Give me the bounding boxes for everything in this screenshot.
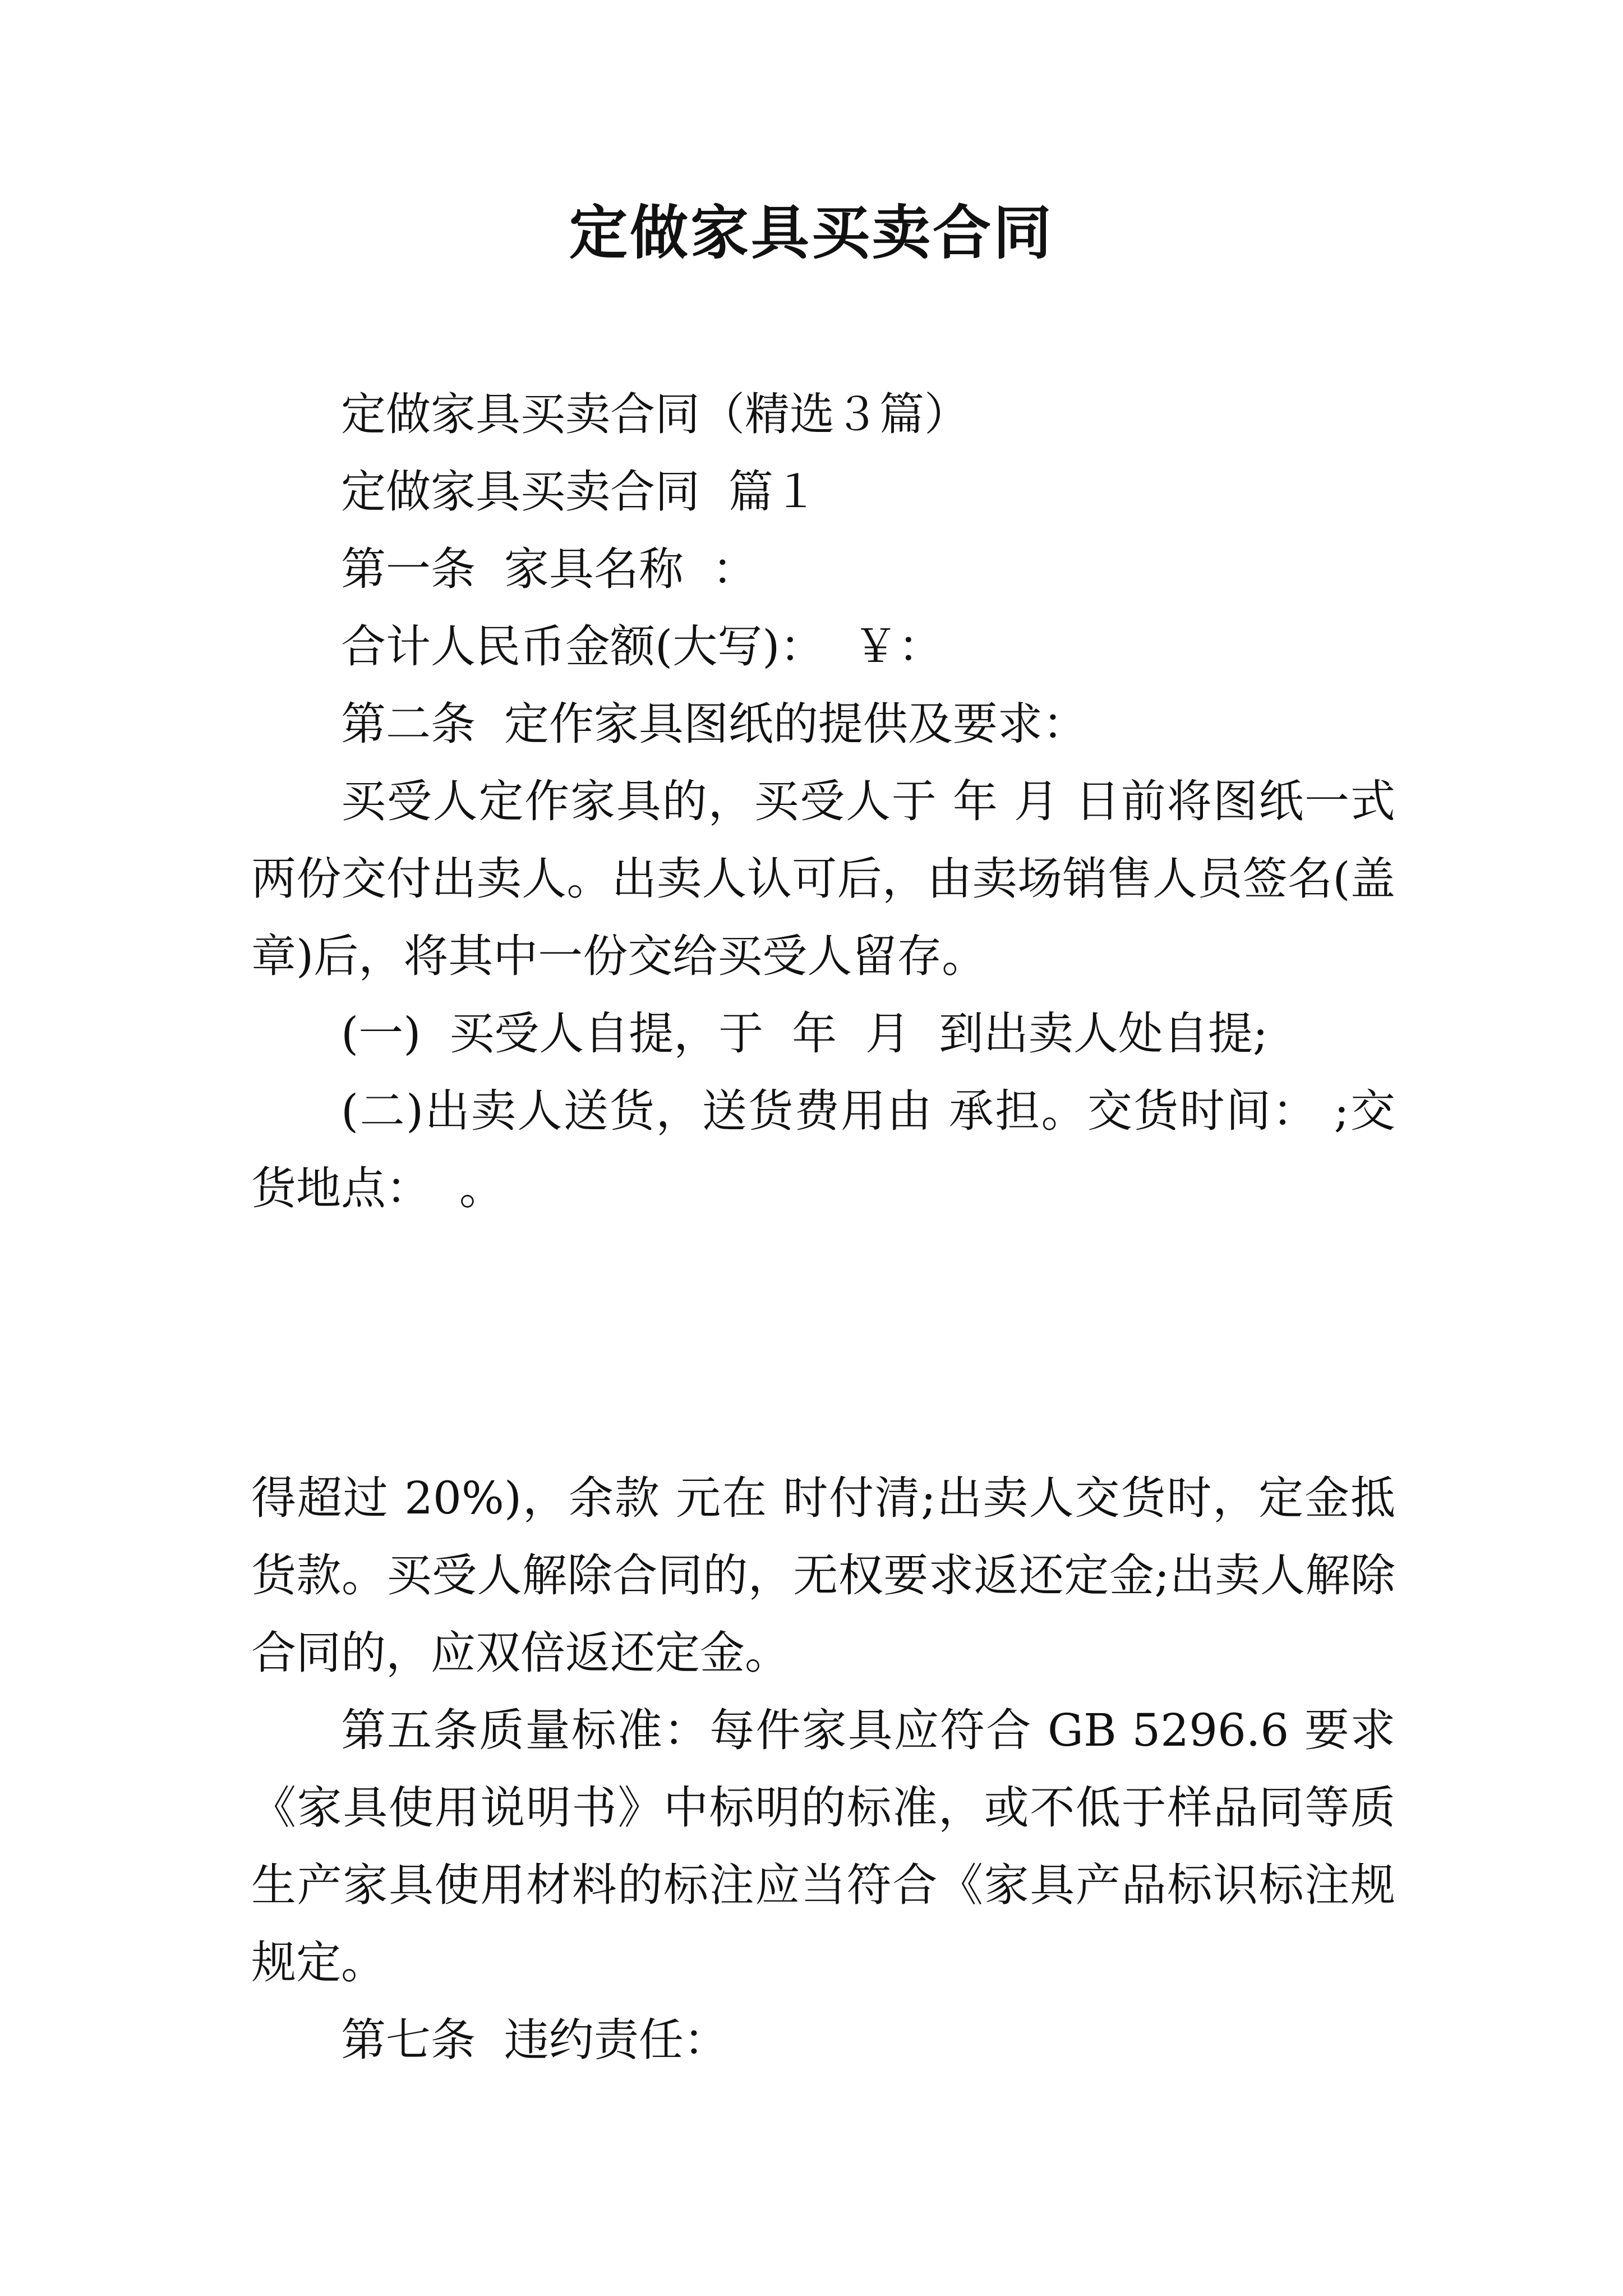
paragraph-line: 货地点： 。 [251, 1162, 504, 1214]
paragraph-line: 《家具使用说明书》中标明的标准，或不低于样品同等质 [251, 1782, 1395, 1834]
paragraph-line: 两份交付出卖人。出卖人认可后，由卖场销售人员签名(盖 [251, 853, 1395, 905]
paragraph-line: 第五条质量标准：每件家具应符合 GB 5296.6 要求 [341, 1704, 1395, 1756]
clause-line: (一) 买受人自提，于 年 月 到出卖人处自提; [341, 1007, 1268, 1060]
clause-line: 第二条 定作家具图纸的提供及要求： [341, 698, 1087, 750]
paragraph-line: 生产家具使用材料的标注应当符合《家具产品标识标注规 [251, 1859, 1395, 1911]
paragraph-line: 规定。 [251, 1936, 386, 1989]
clause-line: 第七条 违约责任： [341, 2014, 728, 2066]
paragraph-line: (二)出卖人送货，送货费用由 承担。交货时间： ;交 [341, 1085, 1395, 1137]
payment-option [251, 1382, 1395, 1460]
paragraph-line: 货款。买受人解除合同的，无权要求返还定金;出卖人解除 [251, 1549, 1395, 1602]
clause-line: 合计人民币金额(大写)： ￥： [341, 620, 943, 673]
paragraph-line: 章)后，将其中一份交给买受人留存。 [251, 930, 987, 982]
document-body [251, 376, 1395, 2079]
paragraph-line: 买受人定作家具的，买受人于 年 月 日前将图纸一式 [341, 775, 1395, 827]
payment-option [251, 1305, 1395, 1382]
payment-option [251, 1227, 1395, 1305]
subtitle-line: 定做家具买卖合同（精选３篇） [341, 388, 969, 440]
paragraph-line: 得超过 20%)，余款 元在 时付清;出卖人交货时，定金抵 [251, 1472, 1395, 1524]
paragraph-line: 合同的，应双倍返还定金。 [251, 1627, 790, 1679]
document-title: 定做家具买卖合同 [569, 198, 1054, 267]
section-heading: 定做家具买卖合同 篇１ [341, 466, 818, 518]
clause-line: 第一条 家具名称 ： [341, 543, 757, 595]
